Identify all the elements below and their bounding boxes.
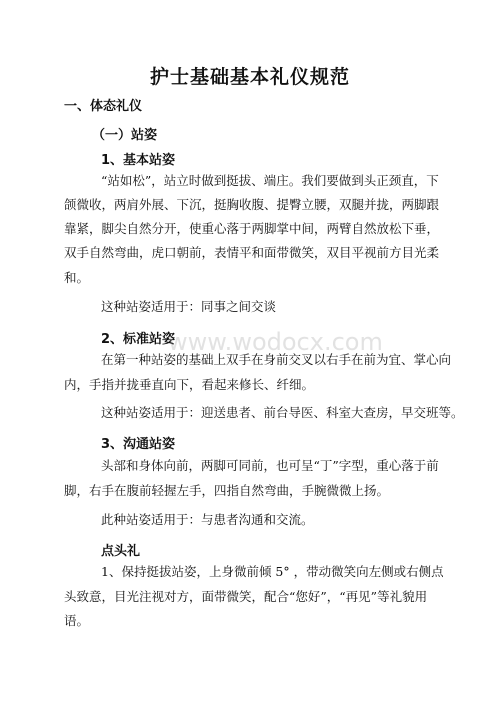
paragraph-line: 颌微收，两肩外展、下沉，挺胸收腹、提臀立腰，双腿并拢，两脚跟 xyxy=(64,197,440,212)
paragraph-line: 靠紧，脚尖自然分开，使重心落于两脚掌中间，两臂自然放松下垂， xyxy=(64,221,440,236)
paragraph-line: 头部和身体向前，两脚可同前，也可呈“丁”字型，重心落于前 xyxy=(101,458,439,473)
paragraph-line: 语。 xyxy=(64,613,90,628)
paragraph-line: 头致意，目光注视对方，面带微笑，配合“您好”，“再见”等礼貌用 xyxy=(64,589,428,604)
paragraph-line: “站如松”，站立时做到挺拔、端庄。我们要做到头正颈直，下 xyxy=(101,173,439,188)
paragraph-line: 双手自然弯曲，虎口朝前，表情平和面带微笑，双目平视前方目光柔 xyxy=(64,245,440,260)
item-heading-standard-stance: 2、标准站姿 xyxy=(101,332,176,347)
item-heading-nod: 点头礼 xyxy=(101,544,141,559)
paragraph-line: 和。 xyxy=(64,270,90,285)
item-heading-basic-stance: 1、基本站姿 xyxy=(101,153,176,168)
section-heading-posture: 一、体态礼仪 xyxy=(64,99,143,114)
paragraph-line: 内，手指并拢垂直向下，看起来修长、纤细。 xyxy=(64,377,315,392)
paragraph-line: 脚，右手在腹前轻握左手，四指自然弯曲，手腕微微上扬。 xyxy=(64,483,390,498)
paragraph-line: 1、保持挺拔站姿，上身微前倾 5° ，带动微笑向左侧或右侧点 xyxy=(101,564,444,579)
usage-note: 这种站姿适用于：迎送患者、前台导医、科室大查房，早交班等。 xyxy=(101,405,464,420)
watermark-text: www.wodocx.com xyxy=(168,328,383,356)
paragraph-line: 在第一种站姿的基础上双手在身前交叉以右手在前为宜、掌心向 xyxy=(101,352,452,367)
usage-note: 这种站姿适用于：同事之间交谈 xyxy=(101,299,277,314)
usage-note: 此种站姿适用于：与患者沟通和交流。 xyxy=(101,512,314,527)
subsection-heading-standing: （一）站姿 xyxy=(92,128,158,143)
item-heading-communication-stance: 3、沟通站姿 xyxy=(101,437,176,452)
document-title: 护士基础基本礼仪规范 xyxy=(149,66,350,88)
